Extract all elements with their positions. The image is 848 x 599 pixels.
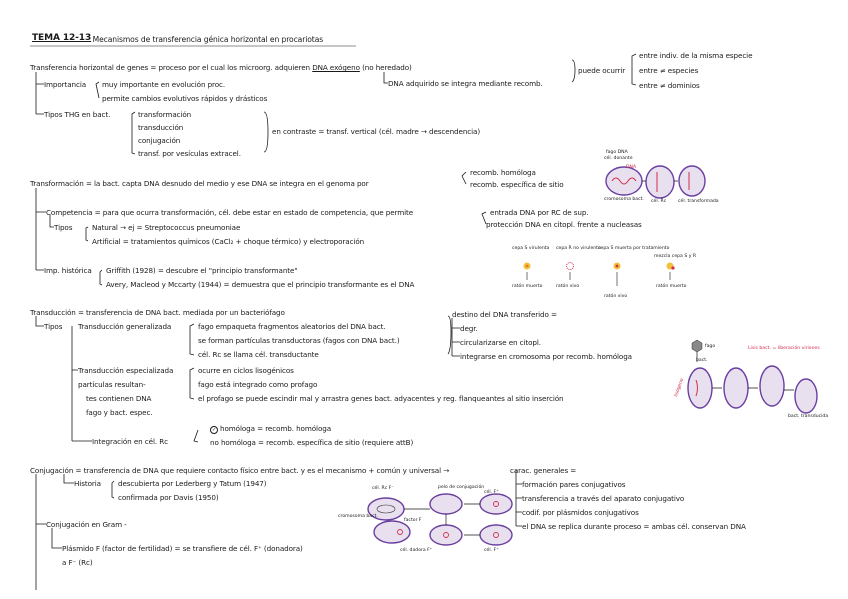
fig2-c1: cepa S virulenta — [512, 246, 550, 251]
transd-h2: no homóloga = recomb. específica de sitio (requiere attB) — [210, 438, 414, 447]
page-subtitle: · Mecanismos de transferencia génica horizontal en procariotas — [88, 35, 324, 44]
fig3-l2: bact. — [696, 358, 708, 363]
thg-puede: puede ocurrir — [578, 66, 626, 75]
thg-tipo3: conjugación — [138, 136, 181, 145]
conj-gram: Conjugación en Gram - — [46, 520, 127, 529]
transf-r1: recomb. homóloga — [470, 168, 536, 177]
transf-r2: recomb. específica de sitio — [470, 180, 564, 189]
conj-plasm2: a F⁻ (Rc) — [62, 558, 93, 567]
transd-integ: Integración en cél. Rc — [92, 437, 168, 446]
fig4-l3: factor F — [404, 518, 422, 523]
fig1-l1: fago DNA — [606, 150, 628, 155]
conj-h1: descubierta por Lederberg y Tatum (1947) — [118, 479, 267, 488]
fig2-c3: cepa S muerta por tratamiento — [598, 246, 670, 251]
fig4-l4: pelo de conjugación — [438, 485, 485, 490]
thg-imp2: permite cambios evolutivos rápidos y drásticos — [102, 94, 268, 103]
fig2-c4: mezcla cepa S y R — [654, 254, 697, 259]
thg-tipo1: transformación — [138, 110, 192, 119]
conj-plasm: Plásmido F (factor de fertilidad) = se transfiere de cél. F⁺ (donadora) — [62, 544, 303, 553]
transd-d1: degr. — [460, 324, 478, 333]
thg-imp1: muy importante en evolución proc. — [102, 80, 226, 89]
thg-tipos-label: Tipos THG en bact. — [44, 110, 111, 119]
transf-competencia: Competencia = para que ocurra transformación, cél. debe estar en estado de competencia, que permite — [46, 208, 414, 217]
fig1-l6: DNA — [626, 165, 637, 170]
thg-opt3: entre ≠ dominios — [639, 81, 700, 90]
transd-esp-a: partículas resultan- — [78, 380, 146, 389]
thg-tipo2: transducción — [138, 123, 184, 132]
transd-definition: Transducción = transferencia de DNA bact. mediada por un bacteriófago — [30, 308, 285, 317]
page-title: TEMA 12-13 — [32, 33, 92, 43]
transd-esp: Transducción especializada — [78, 366, 174, 375]
thg-contraste: en contraste = transf. vertical (cél. madre → descendencia) — [272, 127, 481, 136]
conj-h2: confirmada por Davis (1950) — [118, 493, 219, 502]
pair-cell-1 — [430, 494, 462, 514]
donor-f-plus — [374, 521, 410, 543]
transf-tipos: Tipos — [54, 223, 73, 232]
fig1-l2: cél. donante — [604, 156, 633, 161]
conj-c1: formación pares conjugativos — [522, 480, 626, 489]
transf-definition: Transformación = la bact. capta DNA desnudo del medio y ese DNA se integra en el genoma por — [30, 179, 369, 188]
fig3-l5: lisógeno — [674, 377, 686, 398]
transd-g3: cél. Rc se llama cél. transductante — [198, 350, 319, 359]
transd-esp-b: tes contienen DNA — [86, 394, 152, 403]
transf-natural: Natural → ej = Streptococcus pneumoniae — [92, 223, 241, 232]
fig2-r3: ratón vivo — [604, 294, 628, 299]
fig2-r4: ratón muerto — [656, 284, 687, 289]
fig1-l3: cromosoma bact. — [604, 197, 644, 202]
transd-gen: Transducción generalizada — [78, 322, 172, 331]
transd-esp-c: fago y bact. espec. — [86, 408, 153, 417]
transf-griffith: Griffith (1928) = descubre el "principio transformante" — [106, 266, 298, 275]
conj-c2: transferencia a través del aparato conjugativo — [522, 494, 685, 503]
transd-d2: circularizarse en citopl. — [460, 338, 541, 347]
transf-artificial: Artificial = tratamientos químicos (CaCl₂ + choque térmico) y electroporación — [92, 237, 365, 246]
transd-h1: ✓ homóloga = recomb. homóloga — [211, 424, 332, 433]
conj-c4: el DNA se replica durante proceso = ambas cél. conservan DNA — [522, 522, 746, 531]
transf-comp2: protección DNA en citopl. frente a nucleasas — [486, 220, 642, 229]
transf-imp: Imp. histórica — [44, 266, 92, 275]
transd-e3: el profago se puede escindir mal y arrastra genes bact. adyacentes y reg. flanqueantes al sitio inserción — [198, 394, 564, 403]
fig1-l4: cél. Rc — [651, 199, 667, 204]
result-cell-2 — [480, 525, 512, 545]
fig4-l7: cél. F⁺ — [484, 548, 499, 553]
fig2-r2: ratón vivo — [556, 284, 580, 289]
fig2-r1: ratón muerto — [512, 284, 543, 289]
fig1-l5: cél. transformada — [678, 199, 719, 204]
transd-e1: ocurre en ciclos lisogénicos — [198, 366, 294, 375]
transd-tipos: Tipos — [44, 322, 63, 331]
transf-comp1: entrada DNA por RC de sup. — [490, 208, 589, 217]
transd-e2: fago está integrado como profago — [198, 380, 318, 389]
fig3-l4: bact. transducida — [788, 414, 829, 419]
conj-carac: carac. generales = — [510, 466, 577, 475]
fig3-l3: Lisis bact. = liberación viriones — [748, 346, 820, 351]
transf-avery: Avery, Macleod y Mccarty (1944) = demuestra que el principio transformante es el DNA — [106, 280, 415, 289]
fig4-l6: cél. dadora F⁺ — [400, 548, 433, 553]
thg-recomb: DNA adquirido se integra mediante recomb. — [388, 79, 543, 88]
conj-c3: codif. por plásmidos conjugativos — [522, 508, 639, 517]
fig4-l2: cromosoma bact. — [338, 514, 378, 519]
pair-cell-2 — [430, 525, 462, 545]
transd-g1: fago empaqueta fragmentos aleatorios del DNA bact. — [198, 322, 386, 331]
transd-d3: integrarse en cromosoma por recomb. homóloga — [460, 352, 632, 361]
transd-g2: se forman partículas transductoras (fagos con DNA bact.) — [198, 336, 400, 345]
conj-definition: Conjugación = transferencia de DNA que requiere contacto físico entre bact. y es el mecanismo + común y universal → — [30, 466, 450, 475]
conj-hist: Historia — [74, 479, 101, 488]
fig4-l1: cél. Rc F⁻ — [372, 486, 394, 491]
fig3-l1: fago — [705, 344, 716, 349]
thg-imp-label: Importancia — [44, 80, 87, 89]
result-cell-1 — [480, 494, 512, 514]
thg-opt2: entre ≠ especies — [639, 66, 699, 75]
thg-tipo4: transf. por vesículas extracel. — [138, 149, 241, 158]
transd-dest: destino del DNA transferido = — [452, 310, 557, 319]
thg-opt1: entre indiv. de la misma especie — [639, 51, 753, 60]
fig4-l5: cél. F⁺ — [484, 490, 499, 495]
thg-definition: Transferencia horizontal de genes = proceso por el cual los microorg. adquieren DNA exógeno (no heredado) — [30, 63, 412, 72]
fig2-c2: cepa R no virulenta — [556, 246, 601, 251]
